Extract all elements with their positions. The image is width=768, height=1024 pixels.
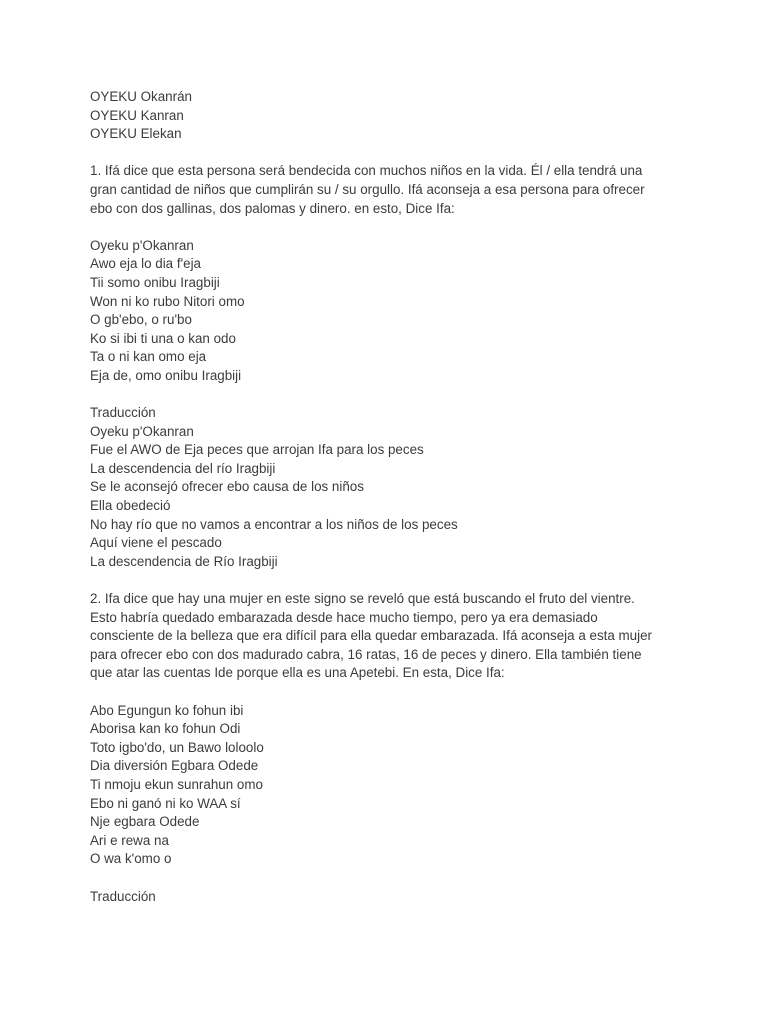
paragraph-line: Esto habría quedado embarazada desde hace mucho tiempo, pero ya era demasiado xyxy=(90,609,598,625)
translation-heading: Traducción xyxy=(90,405,156,421)
section-2-paragraph xyxy=(90,590,720,683)
section-2-verse xyxy=(90,702,720,869)
verse-line: Toto igbo'do, un Bawo loloolo xyxy=(90,739,264,755)
translation-line: Fue el AWO de Eja peces que arrojan Ifa para los peces xyxy=(90,442,424,458)
paragraph-line: 1. Ifá dice que esta persona será bendecida con muchos niños en la vida. Él / ella tendrá una xyxy=(90,163,643,179)
translation-line: No hay río que no vamos a encontrar a los niños de los peces xyxy=(90,516,458,532)
sign-name: OYEKU Elekan xyxy=(90,126,182,142)
sign-name: OYEKU Kanran xyxy=(90,107,184,123)
paragraph-line: consciente de la belleza que era difícil para ella quedar embarazada. Ifá aconseja a esta mujer xyxy=(90,628,653,644)
verse-line: Won ni ko rubo Nitori omo xyxy=(90,293,245,309)
verse-line: Nje egbara Odede xyxy=(90,814,200,830)
verse-line: Abo Egungun ko fohun ibi xyxy=(90,702,244,718)
translation-line: Se le aconsejó ofrecer ebo causa de los niños xyxy=(90,479,364,495)
verse-line: Dia diversión Egbara Odede xyxy=(90,758,259,774)
section-1-verse xyxy=(90,237,720,386)
paragraph-line: gran cantidad de niños que cumplirán su / su orgullo. Ifá aconseja a esa persona para ofrecer xyxy=(90,181,645,197)
paragraph-line: ebo con dos gallinas, dos palomas y dinero. en esto, Dice Ifa: xyxy=(90,200,455,216)
paragraph-line: 2. Ifa dice que hay una mujer en este signo se reveló que está buscando el fruto del vientre. xyxy=(90,591,635,607)
paragraph-line: para ofrecer ebo con dos madurado cabra, 16 ratas, 16 de peces y dinero. Ella también tiene xyxy=(90,646,642,662)
section-1-paragraph xyxy=(90,162,720,218)
verse-line: Tii somo onibu Iragbiji xyxy=(90,274,220,290)
verse-line: Ko si ibi ti una o kan odo xyxy=(90,330,236,346)
translation-line: La descendencia del río Iragbiji xyxy=(90,460,276,476)
document-page xyxy=(90,88,720,925)
paragraph-line: que atar las cuentas Ide porque ella es una Apetebi. En esta, Dice Ifa: xyxy=(90,665,505,681)
translation-line: Oyeku p'Okanran xyxy=(90,423,194,439)
verse-line: O wa k'omo o xyxy=(90,851,172,867)
sign-name: OYEKU Okanrán xyxy=(90,89,192,104)
verse-line: O gb'ebo, o ru'bo xyxy=(90,312,192,328)
verse-line: Ta o ni kan omo eja xyxy=(90,349,207,365)
verse-line: Oyeku p'Okanran xyxy=(90,237,194,253)
translation-line: La descendencia de Río Iragbiji xyxy=(90,553,278,569)
verse-line: Ti nmoju ekun sunrahun omo xyxy=(90,776,263,792)
section-2-translation xyxy=(90,888,720,907)
signs-header xyxy=(90,88,720,144)
verse-line: Eja de, omo onibu Iragbiji xyxy=(90,367,242,383)
verse-line: Aborisa kan ko fohun Odi xyxy=(90,721,241,737)
verse-line: Ari e rewa na xyxy=(90,832,169,848)
section-1-translation xyxy=(90,404,720,571)
verse-line: Ebo ni ganó ni ko WAA sí xyxy=(90,795,241,811)
verse-line: Awo eja lo dia f'eja xyxy=(90,256,201,272)
translation-heading: Traducción xyxy=(90,888,156,904)
translation-line: Aquí viene el pescado xyxy=(90,535,222,551)
translation-line: Ella obedeció xyxy=(90,498,171,514)
